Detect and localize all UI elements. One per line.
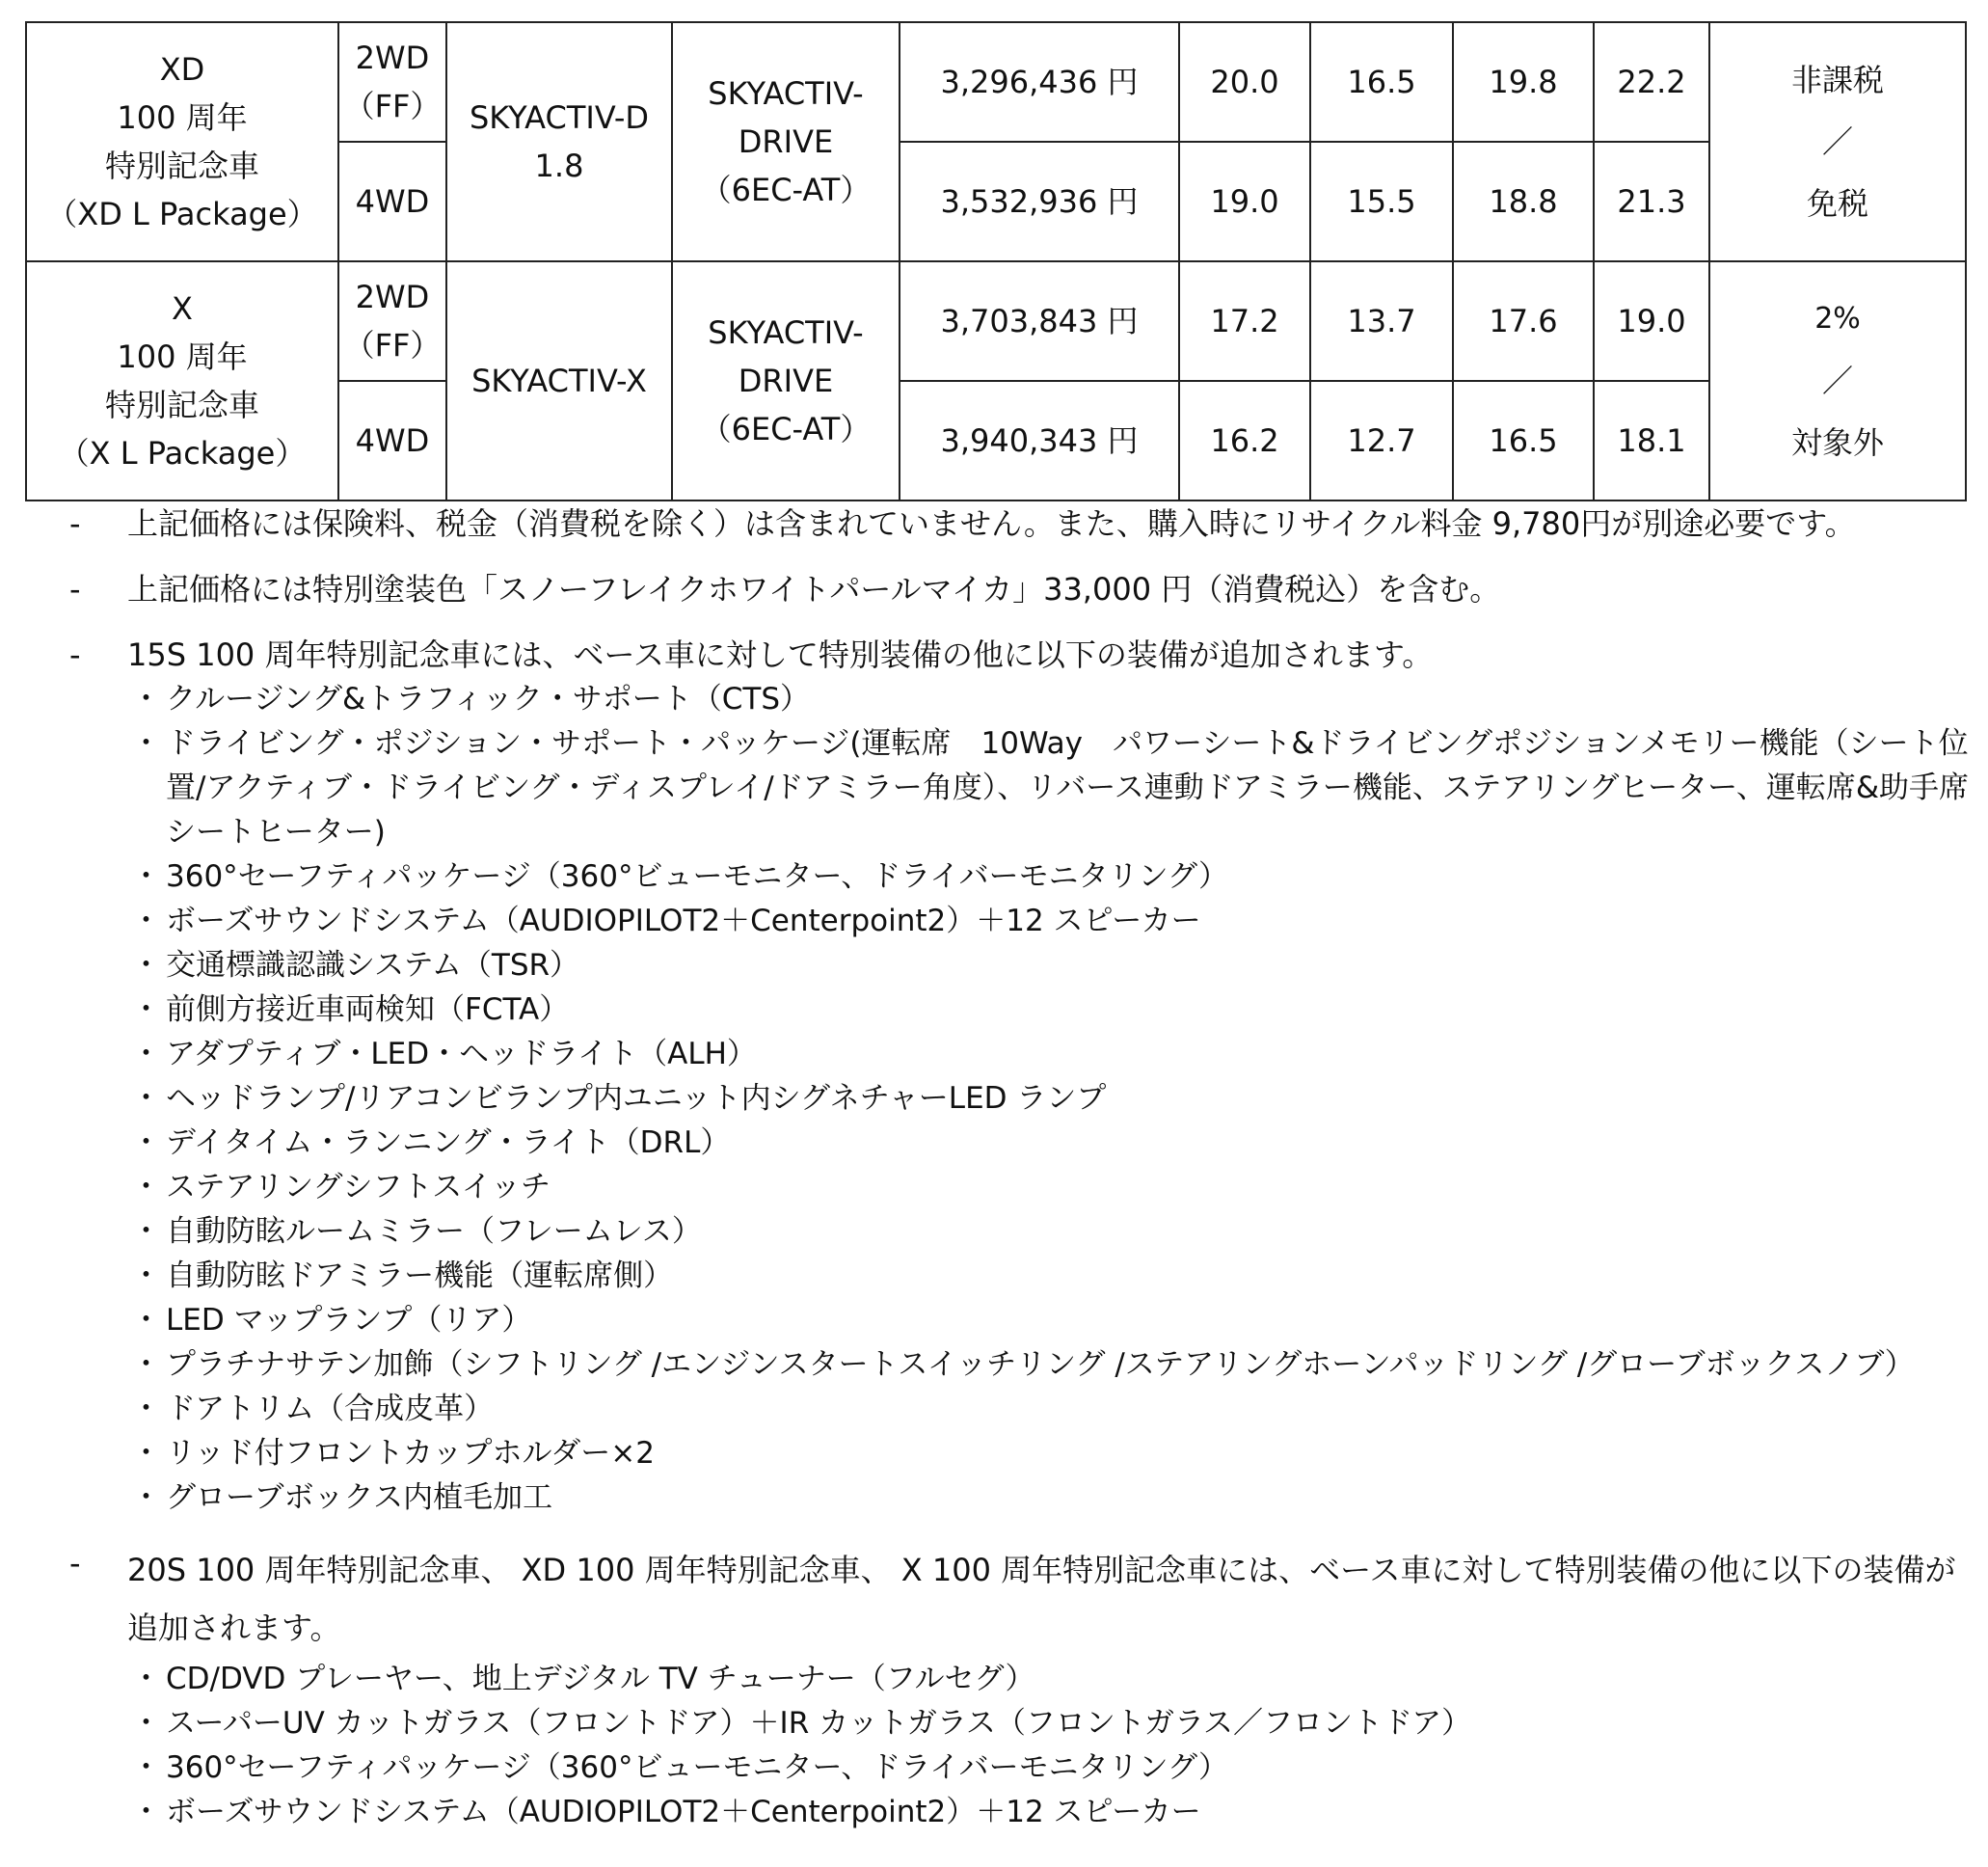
price-cell: 3,532,936 円 [900,142,1179,261]
equipment-list [127,1657,1974,1834]
engine-cell [446,22,672,261]
bullet: ・ [131,1170,161,1204]
bullet: ・ [131,1081,161,1116]
list-item [127,1165,1974,1209]
drive-line: 2WD [355,40,430,76]
note-text: 20S 100 周年特別記念車、 XD 100 周年特別記念車、 X 100 周年特別記念車には、ベース車に対して特別装備の他に以下の装備が追加されます。 [127,1552,1956,1646]
list-item [127,1032,1974,1076]
list-item [127,1076,1974,1121]
list-item [127,1431,1974,1475]
bullet: ・ [131,682,161,717]
note-dash: - [69,505,81,542]
value-cell: 16.2 [1179,381,1310,501]
transmission-line: SKYACTIV- [708,75,864,112]
list-item [127,943,1974,988]
price-cell: 3,940,343 円 [900,381,1179,501]
list-item-text: ヘッドランプ/リアコンビランプ内ユニット内シグネチャーLED ランプ [166,1081,1107,1116]
engine-cell [446,261,672,501]
list-item [127,1745,1974,1790]
value-cell: 17.6 [1453,261,1594,381]
drive-line: 4WD [355,183,430,220]
bullet: ・ [131,1125,161,1160]
table-row [26,22,1966,142]
value-cell: 19.0 [1594,261,1709,381]
list-item [127,1475,1974,1520]
value-cell: 22.2 [1594,22,1709,142]
list-item-text: ドライビング・ポジション・サポート・パッケージ(運転席 10Way パワーシート&ドライビングポジションメモリー機能（シート位置/アクティブ・ドライビング・ディスプレイ/ドアミラー角度）、リバース連動ドアミラー機能、ステアリングヒーター、運転席&助手席シートヒーター) [166,726,1970,850]
drive-cell [338,381,446,501]
list-item-text: ステアリングシフトスイッチ [166,1170,551,1204]
value-cell: 12.7 [1310,381,1453,501]
bullet: ・ [131,1347,161,1382]
tax-line: 2% [1814,302,1861,336]
transmission-cell [672,22,900,261]
bullet: ・ [131,1303,161,1338]
note-text: 上記価格には特別塗装色「スノーフレイクホワイトパールマイカ」33,000 円（消費税込）を含む。 [127,571,1501,608]
note-dash: - [69,1545,81,1582]
equipment-list [127,677,1974,1520]
transmission-line: （6EC-AT） [700,411,872,447]
list-item [127,899,1974,943]
price-cell: 3,703,843 円 [900,261,1179,381]
transmission-line: DRIVE [738,123,834,160]
table-row [26,261,1966,381]
value-cell: 17.2 [1179,261,1310,381]
note-text: 15S 100 周年特別記念車には、ベース車に対して特別装備の他に以下の装備が追加されます。 [127,636,1434,673]
value-cell: 19.0 [1179,142,1310,261]
list-item [127,1657,1974,1701]
bullet: ・ [131,1214,161,1249]
list-item-text: アダプティブ・LED・ヘッドライト（ALH） [166,1037,757,1071]
note-dash: - [69,636,81,673]
list-item-text: ドアトリム（合成皮革） [166,1392,495,1426]
list-item-text: 自動防眩ルームミラー（フレームレス） [166,1214,702,1249]
bullet: ・ [131,859,161,894]
value-cell: 13.7 [1310,261,1453,381]
engine-line: SKYACTIV-X [471,363,647,399]
bullet: ・ [131,992,161,1027]
grade-line: 特別記念車 [104,387,259,423]
grade-cell [26,22,338,261]
list-item-text: ボーズサウンドシステム（AUDIOPILOT2＋Centerpoint2）＋12 スピーカー [166,904,1201,938]
list-item [127,988,1974,1032]
list-item-text: 360°セーフティパッケージ（360°ビューモニター、ドライバーモニタリング） [166,859,1228,894]
grade-line: 特別記念車 [104,148,259,184]
transmission-line: SKYACTIV- [708,314,864,351]
list-item-text: 360°セーフティパッケージ（360°ビューモニター、ドライバーモニタリング） [166,1750,1228,1785]
price-cell: 3,296,436 円 [900,22,1179,142]
bullet: ・ [131,1750,161,1785]
note-text: 上記価格には保険料、税金（消費税を除く）は含まれていません。また、購入時にリサイクル料金 9,780円が別途必要です。 [127,505,1856,542]
tax-line: 対象外 [1790,424,1884,461]
value-cell: 21.3 [1594,142,1709,261]
drive-cell [338,22,446,142]
list-item [127,677,1974,721]
list-item-text: 前側方接近車両検知（FCTA） [166,992,570,1027]
bullet: ・ [131,904,161,938]
list-item-text: 自動防眩ドアミラー機能（運転席側） [166,1258,674,1293]
list-item-text: 交通標識認識システム（TSR） [166,948,580,983]
transmission-line: （6EC-AT） [700,172,872,208]
tax-line: 免税 [1806,185,1868,222]
spec-price-table [25,21,1967,501]
list-item-text: プラチナサテン加飾（シフトリング /エンジンスタートスイッチリング /ステアリングホーンパッドリング /グローブボックスノブ） [166,1347,1915,1382]
value-cell: 19.8 [1453,22,1594,142]
grade-line: （XD L Package） [46,196,318,232]
list-item-text: LED マップランプ（リア） [166,1303,532,1338]
list-item-text: グローブボックス内植毛加工 [166,1480,553,1515]
tax-line: ／ [1821,363,1853,399]
note [69,1541,1974,1834]
value-cell: 16.5 [1453,381,1594,501]
list-item [127,1254,1974,1298]
tax-line: 非課税 [1790,62,1884,98]
value-cell: 20.0 [1179,22,1310,142]
list-item [127,1209,1974,1254]
drive-cell [338,261,446,381]
list-item [127,1387,1974,1431]
bullet: ・ [131,1480,161,1515]
engine-line: 1.8 [534,148,584,184]
bullet: ・ [131,1392,161,1426]
grade-line: 100 周年 [117,99,248,136]
list-item [127,1790,1974,1834]
drive-cell [338,142,446,261]
transmission-line: DRIVE [738,363,834,399]
note [69,501,1974,546]
list-item [127,721,1974,854]
drive-line: （FF） [343,88,442,124]
transmission-cell [672,261,900,501]
list-item [127,1298,1974,1342]
value-cell: 18.1 [1594,381,1709,501]
bullet: ・ [131,948,161,983]
bullet: ・ [131,1436,161,1471]
grade-cell [26,261,338,501]
list-item-text: CD/DVD プレーヤー、地上デジタル TV チューナー（フルセグ） [166,1662,1035,1696]
grade-line: X [172,290,193,327]
grade-line: XD [159,51,205,88]
grade-line: （X L Package） [58,435,307,472]
list-item-text: クルージング&トラフィック・サポート（CTS） [166,682,811,717]
list-item-text: ボーズサウンドシステム（AUDIOPILOT2＋Centerpoint2）＋12 スピーカー [166,1795,1201,1829]
list-item [127,1701,1974,1745]
drive-line: 2WD [355,279,430,315]
list-item [127,1121,1974,1165]
engine-line: SKYACTIV-D [469,99,650,136]
list-item [127,1342,1974,1387]
list-item [127,854,1974,899]
bullet: ・ [131,1037,161,1071]
grade-line: 100 周年 [117,338,248,375]
bullet: ・ [131,1706,161,1741]
value-cell: 18.8 [1453,142,1594,261]
bullet: ・ [131,1258,161,1293]
notes-section [69,501,1974,1834]
bullet: ・ [131,1795,161,1829]
list-item-text: スーパーUV カットガラス（フロントドア）＋IR カットガラス（フロントガラス／フロントドア） [166,1706,1472,1741]
value-cell: 16.5 [1310,22,1453,142]
list-item-text: リッド付フロントカップホルダー×2 [166,1436,655,1471]
note [69,567,1974,611]
bullet: ・ [131,726,161,761]
tax-cell [1709,22,1966,261]
note [69,633,1974,1520]
tax-cell [1709,261,1966,501]
bullet: ・ [131,1662,161,1696]
tax-line: ／ [1821,123,1853,160]
list-item-text: デイタイム・ランニング・ライト（DRL） [166,1125,731,1160]
value-cell: 15.5 [1310,142,1453,261]
drive-line: （FF） [343,327,442,364]
note-dash: - [69,571,81,608]
drive-line: 4WD [355,422,430,459]
